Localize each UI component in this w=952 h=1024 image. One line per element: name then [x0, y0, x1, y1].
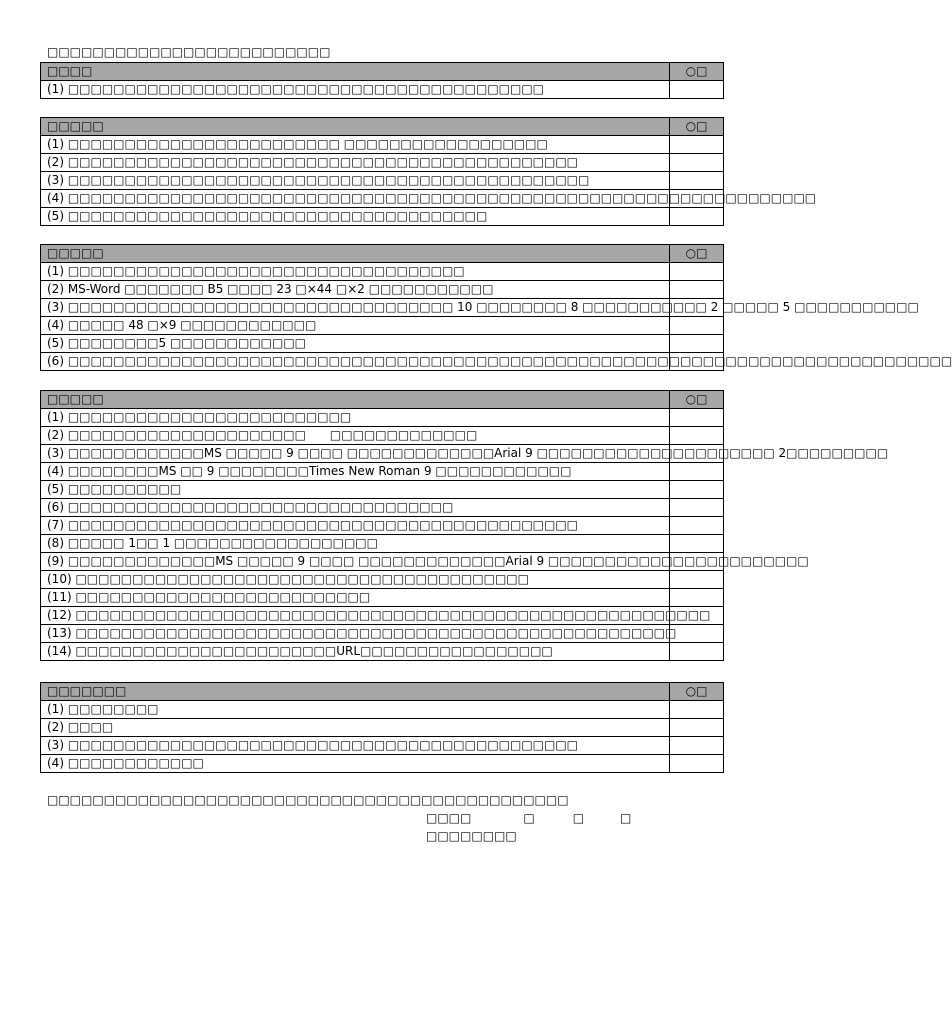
check-cell[interactable] — [670, 517, 724, 535]
checklist-row — [41, 481, 724, 499]
check-cell[interactable] — [670, 409, 724, 427]
checklist-row — [41, 517, 724, 535]
checklist-row — [41, 445, 724, 463]
checklist-row — [41, 263, 724, 281]
mark-column-header: ○□ — [670, 245, 724, 263]
checklist-item-text: (3) □□□□□□□□□□□□□□□□□□□□□□□□□□□□□□□□□□ 10 □□□□□□□□ 8 □□□□□□□□□□□ 2 □□□□□ 5 □□□□□□□□□□□ — [41, 299, 670, 317]
checklist-row — [41, 427, 724, 445]
section-header — [41, 118, 724, 136]
checklist-item-text: (6) □□□□□□□□□□□□□□□□□□□□□□□□□□□□□□□□□□ — [41, 499, 670, 517]
checklist-item-text: (14) □□□□□□□□□□□□□□□□□□□□□□□URL□□□□□□□□□□□□□□□□□ — [41, 643, 670, 661]
section-header — [41, 683, 724, 701]
checklist-item-text: (1) □□□□□□□□□□□□□□□□□□□□□□□□□□□□□□□□□□□□□□□□□□ — [41, 81, 670, 99]
checklist-item-text: (9) □□□□□□□□□□□□□MS □□□□□ 9 □□□□ □□□□□□□□□□□□□Arial 9 □□□□□□□□□□□□□□□□□□□□□□□ — [41, 553, 670, 571]
checklist-item-text: (2) MS-Word □□□□□□□ B5 □□□□ 23 □×44 □×2 □□□□□□□□□□□ — [41, 281, 670, 299]
checklist-row — [41, 607, 724, 625]
mark-column-header: ○□ — [670, 63, 724, 81]
check-cell[interactable] — [670, 463, 724, 481]
checklist-row — [41, 571, 724, 589]
check-cell[interactable] — [670, 317, 724, 335]
checklist-row — [41, 208, 724, 226]
check-cell[interactable] — [670, 737, 724, 755]
signature-line: □□□□□□□□ — [426, 829, 517, 843]
intro-text: □□□□□□□□□□□□□□□□□□□□□□□□□ — [47, 45, 331, 59]
checklist-item-text: (2) □□□□□□□□□□□□□□□□□□□□□ □□□□□□□□□□□□□ — [41, 427, 670, 445]
checklist-section-5 — [40, 682, 724, 773]
checklist-item-text: (8) □□□□□ 1□□ 1 □□□□□□□□□□□□□□□□□□ — [41, 535, 670, 553]
check-cell[interactable] — [670, 571, 724, 589]
checklist-row — [41, 643, 724, 661]
check-cell[interactable] — [670, 136, 724, 154]
mark-column-header: ○□ — [670, 683, 724, 701]
checklist-item-text: (4) □□□□□□□□□□□□□□□□□□□□□□□□□□□□□□□□□□□□□□□□□□□□□□□□□□□□□□□□□□□□□□□□□□ — [41, 190, 670, 208]
checklist-item-text: (1) □□□□□□□□ — [41, 701, 670, 719]
checklist-row — [41, 553, 724, 571]
check-cell[interactable] — [670, 589, 724, 607]
checklist-row — [41, 136, 724, 154]
checklist-row — [41, 625, 724, 643]
checklist-item-text: (3) □□□□□□□□□□□□MS □□□□□ 9 □□□□ □□□□□□□□□□□□□Arial 9 □□□□□□□□□□□□□□□□□□□□□ 2□□□□□□□□□ — [41, 445, 670, 463]
check-cell[interactable] — [670, 172, 724, 190]
checklist-item-text: (3) □□□□□□□□□□□□□□□□□□□□□□□□□□□□□□□□□□□□□□□□□□□□□ — [41, 737, 670, 755]
checklist-item-text: (11) □□□□□□□□□□□□□□□□□□□□□□□□□□ — [41, 589, 670, 607]
section-header — [41, 63, 724, 81]
footer-note: □□□□□□□□□□□□□□□□□□□□□□□□□□□□□□□□□□□□□□□□□□□□□□ — [47, 793, 569, 807]
checklist-row — [41, 719, 724, 737]
check-cell[interactable] — [670, 81, 724, 99]
checklist-item-text: (4) □□□□□ 48 □×9 □□□□□□□□□□□□ — [41, 317, 670, 335]
date-month-unit: □ — [572, 811, 585, 825]
checklist-row — [41, 409, 724, 427]
checklist-item-text: (1) □□□□□□□□□□□□□□□□□□□□□□□□ □□□□□□□□□□□□□□□□□□ — [41, 136, 670, 154]
check-cell[interactable] — [670, 263, 724, 281]
checklist-row — [41, 701, 724, 719]
checklist-item-text: (1) □□□□□□□□□□□□□□□□□□□□□□□□□□□□□□□□□□□ — [41, 263, 670, 281]
checklist-row — [41, 172, 724, 190]
checklist-item-text: (6) □□□□□□□□□□□□□□□□□□□□□□□□□□□□□□□□□□□□□□□□□□□□□□□□□□□□□□□□□□□□□□□□□□□□□□□□□□□□□□ — [41, 353, 670, 371]
checklist-row — [41, 499, 724, 517]
checklist-item-text: (4) □□□□□□□□MS □□ 9 □□□□□□□□Times New Roman 9 □□□□□□□□□□□□ — [41, 463, 670, 481]
section-title: □□□□□ — [41, 118, 670, 136]
section-header — [41, 391, 724, 409]
checklist-row — [41, 353, 724, 371]
checklist-row — [41, 589, 724, 607]
check-cell[interactable] — [670, 643, 724, 661]
check-cell[interactable] — [670, 499, 724, 517]
check-cell[interactable] — [670, 535, 724, 553]
checklist-item-text: (12) □□□□□□□□□□□□□□□□□□□□□□□□□□□□□□□□□□□□□□□□□□□□□□□□□□□□□□□□ — [41, 607, 670, 625]
checklist-row — [41, 535, 724, 553]
check-cell[interactable] — [670, 281, 724, 299]
mark-column-header: ○□ — [670, 391, 724, 409]
checklist-item-text: (4) □□□□□□□□□□□□ — [41, 755, 670, 773]
check-cell[interactable] — [670, 427, 724, 445]
section-title: □□□□ — [41, 63, 670, 81]
checklist-row — [41, 317, 724, 335]
checklist-item-text: (5) □□□□□□□□□□ — [41, 481, 670, 499]
section-header — [41, 245, 724, 263]
checklist-section-2 — [40, 117, 817, 226]
date-day-unit: □ — [620, 811, 632, 825]
checklist-item-text: (13) □□□□□□□□□□□□□□□□□□□□□□□□□□□□□□□□□□□□□□□□□□□□□□□□□□□□□ — [41, 625, 670, 643]
mark-column-header: ○□ — [670, 118, 724, 136]
checklist-row — [41, 463, 724, 481]
checklist-row — [41, 190, 724, 208]
checklist-item-text: (2) □□□□□□□□□□□□□□□□□□□□□□□□□□□□□□□□□□□□□□□□□□□□□ — [41, 154, 670, 172]
checklist-item-text: (5) □□□□□□□□5 □□□□□□□□□□□□ — [41, 335, 670, 353]
checklist-item-text: (7) □□□□□□□□□□□□□□□□□□□□□□□□□□□□□□□□□□□□□□□□□□□□□ — [41, 517, 670, 535]
checklist-row — [41, 281, 724, 299]
checklist-item-text: (5) □□□□□□□□□□□□□□□□□□□□□□□□□□□□□□□□□□□□□ — [41, 208, 670, 226]
date-label: □□□□ — [426, 811, 472, 825]
check-cell[interactable] — [670, 335, 724, 353]
check-cell[interactable] — [670, 719, 724, 737]
section-title: □□□□□ — [41, 391, 670, 409]
check-cell[interactable] — [670, 625, 724, 643]
checklist-item-text: (2) □□□□ — [41, 719, 670, 737]
section-title: □□□□□□□ — [41, 683, 670, 701]
checklist-section-3 — [40, 244, 952, 371]
date-line — [426, 811, 631, 825]
checklist-item-text: (3) □□□□□□□□□□□□□□□□□□□□□□□□□□□□□□□□□□□□□□□□□□□□□□ — [41, 172, 670, 190]
checklist-row — [41, 299, 724, 317]
check-cell[interactable] — [670, 755, 724, 773]
check-cell[interactable] — [670, 154, 724, 172]
checklist-row — [41, 154, 724, 172]
checklist-row — [41, 737, 724, 755]
check-cell[interactable] — [670, 701, 724, 719]
date-year-unit: □ — [523, 811, 535, 825]
check-cell[interactable] — [670, 208, 724, 226]
check-cell[interactable] — [670, 481, 724, 499]
checklist-row — [41, 755, 724, 773]
checklist-item-text: (10) □□□□□□□□□□□□□□□□□□□□□□□□□□□□□□□□□□□□□□□□ — [41, 571, 670, 589]
checklist-row — [41, 81, 724, 99]
checklist-section-1 — [40, 62, 724, 99]
section-title: □□□□□ — [41, 245, 670, 263]
checklist-item-text: (1) □□□□□□□□□□□□□□□□□□□□□□□□□ — [41, 409, 670, 427]
checklist-row — [41, 335, 724, 353]
checklist-section-4 — [40, 390, 889, 661]
